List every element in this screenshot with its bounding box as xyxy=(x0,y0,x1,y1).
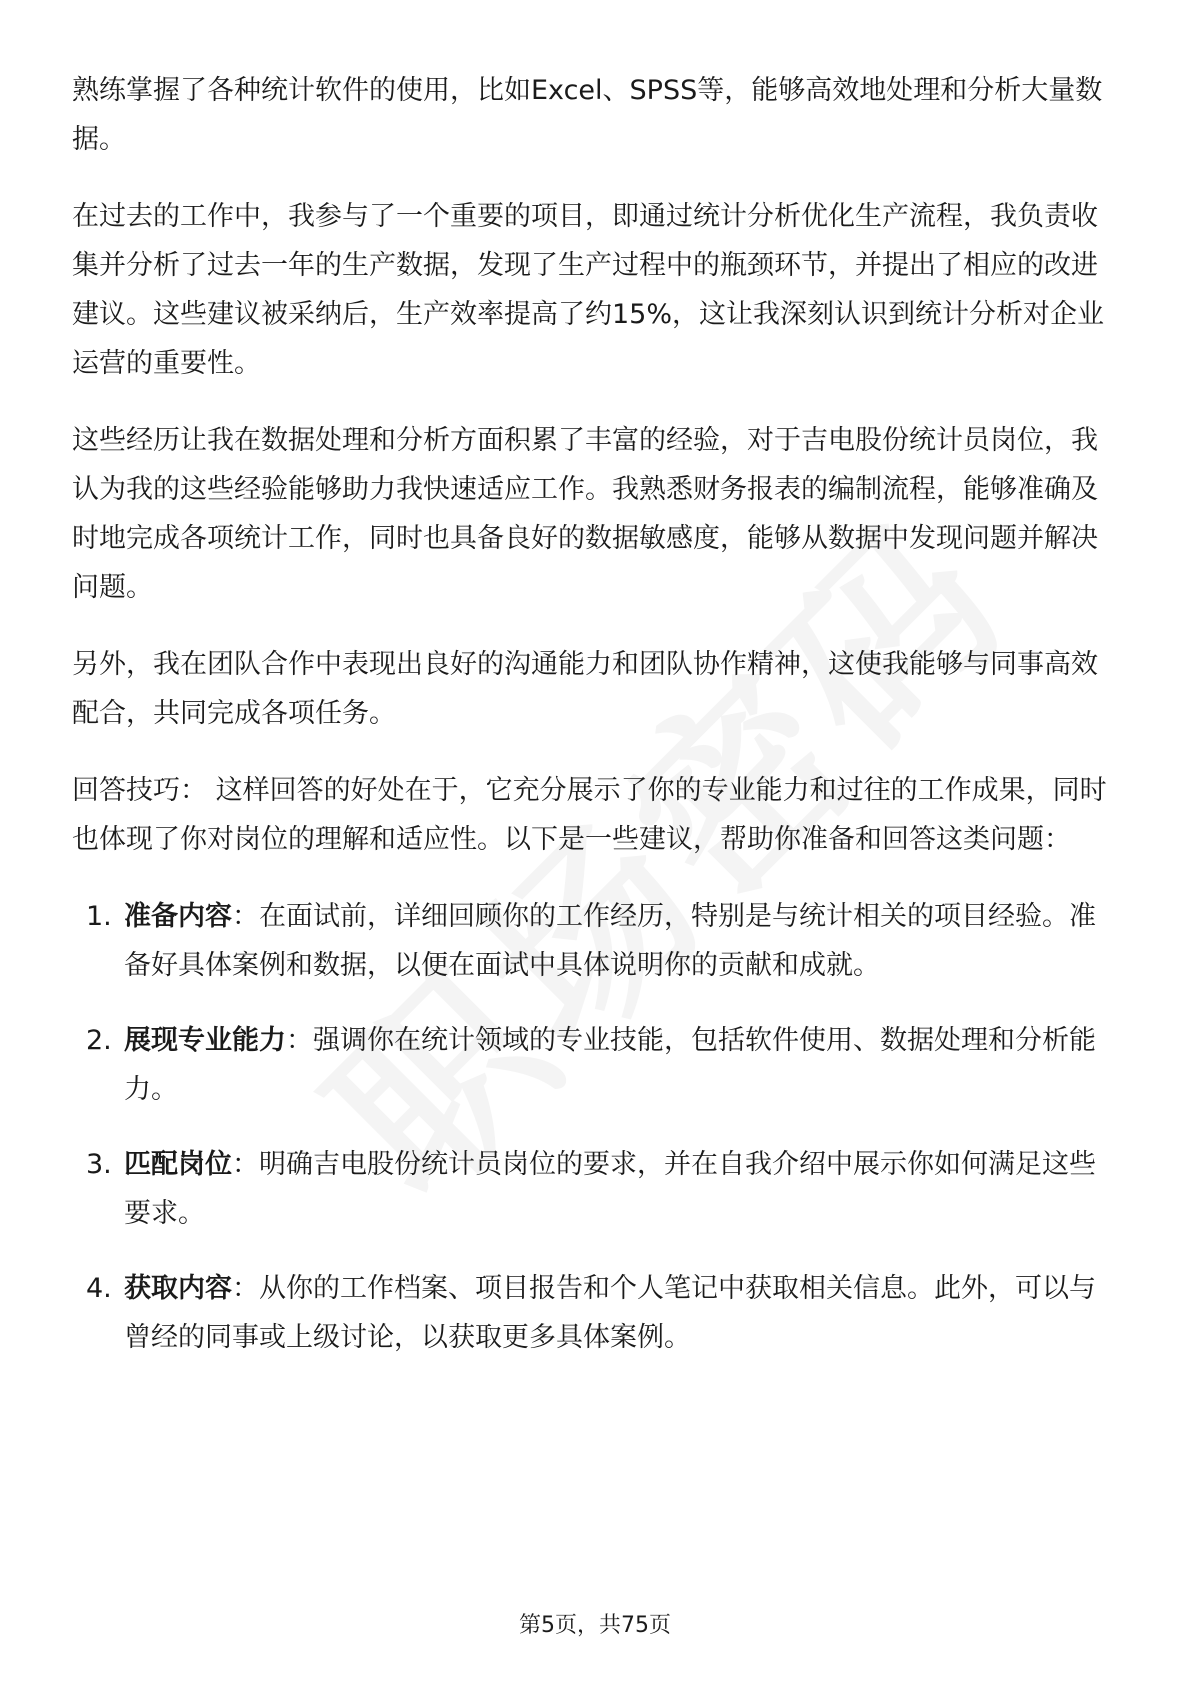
paragraph-answer-tips: 回答技巧： 这样回答的好处在于，它充分展示了你的专业能力和过往的工作成果，同时也体现了你对岗位的理解和适应性。以下是一些建议，帮助你准备和回答这类问题： xyxy=(72,775,1107,855)
list-term: 获取内容 xyxy=(124,1273,232,1304)
document-body xyxy=(72,66,1122,1388)
tips-list xyxy=(72,892,1122,1362)
page-footer: 第5页，共75页 xyxy=(519,1613,671,1638)
list-term: 匹配岗位 xyxy=(124,1149,232,1180)
list-text: ：在面试前，详细回顾你的工作经历，特别是与统计相关的项目经验。准备好具体案例和数据，以便在面试中具体说明你的贡献和成就。 xyxy=(124,901,1096,981)
list-item xyxy=(72,892,1122,990)
paragraph-experience: 这些经历让我在数据处理和分析方面积累了丰富的经验，对于吉电股份统计员岗位，我认为我的这些经验能够助力我快速适应工作。我熟悉财务报表的编制流程，能够准确及时地完成各项统计工作，同时也具备良好的数据敏感度，能够从数据中发现问题并解决问题。 xyxy=(72,425,1098,603)
list-number: 3. xyxy=(86,1149,112,1180)
list-item xyxy=(72,1016,1122,1114)
list-number: 4. xyxy=(86,1273,112,1304)
list-item xyxy=(72,1264,1122,1362)
list-text: ：从你的工作档案、项目报告和个人笔记中获取相关信息。此外，可以与曾经的同事或上级讨论，以获取更多具体案例。 xyxy=(124,1273,1096,1353)
list-text: ：明确吉电股份统计员岗位的要求，并在自我介绍中展示你如何满足这些要求。 xyxy=(124,1149,1096,1229)
paragraph-project: 在过去的工作中，我参与了一个重要的项目，即通过统计分析优化生产流程，我负责收集并分析了过去一年的生产数据，发现了生产过程中的瓶颈环节，并提出了相应的改进建议。这些建议被采纳后，生产效率提高了约15%，这让我深刻认识到统计分析对企业运营的重要性。 xyxy=(72,201,1105,379)
paragraph-skills: 熟练掌握了各种统计软件的使用，比如Excel、SPSS等，能够高效地处理和分析大量数据。 xyxy=(72,75,1103,155)
list-term: 准备内容 xyxy=(124,901,232,932)
list-number: 1. xyxy=(86,901,112,932)
list-term: 展现专业能力 xyxy=(124,1025,286,1056)
paragraph-teamwork: 另外，我在团队合作中表现出良好的沟通能力和团队协作精神，这使我能够与同事高效配合，共同完成各项任务。 xyxy=(72,649,1098,729)
list-item xyxy=(72,1140,1122,1238)
list-number: 2. xyxy=(86,1025,112,1056)
list-text: ：强调你在统计领域的专业技能，包括软件使用、数据处理和分析能力。 xyxy=(124,1025,1096,1105)
